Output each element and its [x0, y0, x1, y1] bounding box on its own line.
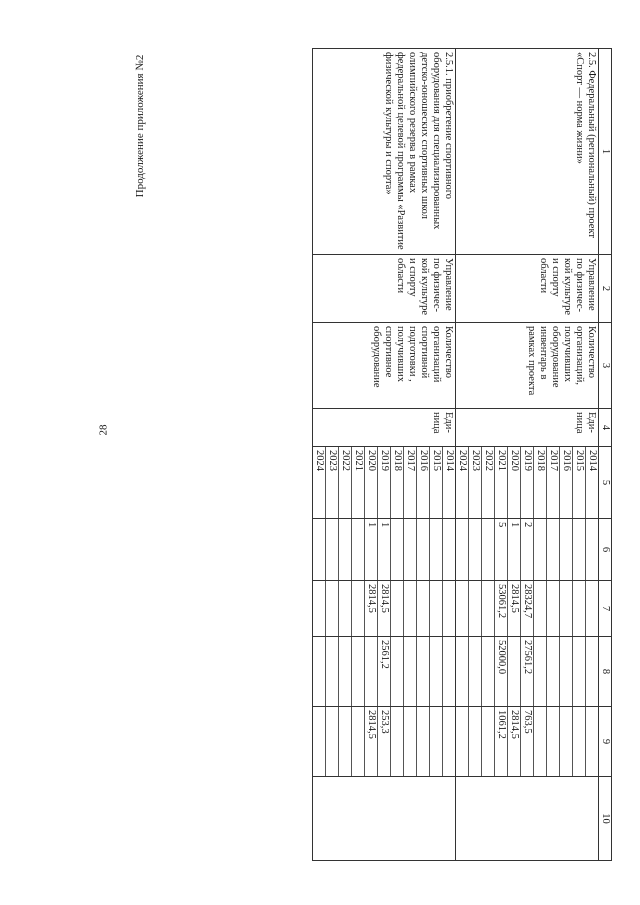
cell-col3: Количество организаций, получивших оборудование инвентарь в рамках проекта	[455, 323, 598, 409]
year-value: 2018	[390, 447, 403, 518]
value-c5	[559, 519, 572, 580]
value-c5: 1	[364, 519, 377, 580]
column-header-8: 8	[598, 637, 611, 707]
value-c5	[429, 519, 442, 580]
cell-c7	[455, 637, 598, 707]
column-header-4: 4	[598, 409, 611, 447]
cell-c8	[312, 707, 455, 777]
value-c8	[442, 707, 455, 776]
value-c8	[559, 707, 572, 776]
year-value: 2015	[429, 447, 442, 518]
value-c8	[572, 707, 585, 776]
value-c5	[585, 519, 598, 580]
value-c6	[416, 581, 429, 636]
page-number: 28	[97, 424, 110, 436]
column-header-1: 1	[598, 49, 611, 255]
cell-c6	[455, 581, 598, 637]
value-c6: 28324,7	[520, 581, 533, 636]
value-c6	[481, 581, 494, 636]
value-c8	[585, 707, 598, 776]
column-header-5: 5	[598, 447, 611, 519]
value-c7	[313, 637, 325, 706]
value-c8: 763,5	[520, 707, 533, 776]
year-value: 2015	[572, 447, 585, 518]
value-c7	[429, 637, 442, 706]
value-c7	[351, 637, 364, 706]
value-c5: 1	[507, 519, 520, 580]
year-value: 2014	[442, 447, 455, 518]
value-c7	[416, 637, 429, 706]
value-c7	[559, 637, 572, 706]
value-c6	[456, 581, 468, 636]
value-c7	[338, 637, 351, 706]
value-c6	[572, 581, 585, 636]
value-c5	[546, 519, 559, 580]
value-c6: 2814,5	[377, 581, 390, 636]
value-c6	[585, 581, 598, 636]
header-row	[598, 49, 611, 861]
value-c5	[325, 519, 338, 580]
value-c5	[442, 519, 455, 580]
year-value: 2017	[403, 447, 416, 518]
value-c8	[390, 707, 403, 776]
cell-col9	[455, 777, 598, 861]
year-value: 2016	[416, 447, 429, 518]
value-c5	[351, 519, 364, 580]
value-c6	[468, 581, 481, 636]
value-c5: 2	[520, 519, 533, 580]
value-c5	[313, 519, 325, 580]
value-c6	[325, 581, 338, 636]
value-c6	[429, 581, 442, 636]
value-c6	[546, 581, 559, 636]
year-value: 2021	[494, 447, 507, 518]
value-c7	[456, 637, 468, 706]
value-c6	[390, 581, 403, 636]
value-c8	[481, 707, 494, 776]
cell-col3: Количество организаций спортивной подготовки , получивших спортивное оборудование	[312, 323, 455, 409]
appendix-caption: Продолжение приложения №2	[134, 54, 146, 198]
cell-col2: Управление по физичес-кой культуре и спорту области	[455, 255, 598, 323]
value-c7: 2561,2	[377, 637, 390, 706]
value-c5	[481, 519, 494, 580]
value-c6	[442, 581, 455, 636]
cell-c8	[455, 707, 598, 777]
year-value: 2021	[351, 447, 364, 518]
value-c8	[351, 707, 364, 776]
data-table	[312, 48, 612, 861]
year-value: 2024	[456, 450, 468, 471]
column-header-10: 10	[598, 777, 611, 861]
value-c7	[572, 637, 585, 706]
cell-col2: Управление по физичес-кой культуре и спорту области	[312, 255, 455, 323]
value-c7	[403, 637, 416, 706]
value-c6	[313, 581, 325, 636]
value-c5: 5	[494, 519, 507, 580]
column-header-6: 6	[598, 519, 611, 581]
value-c5	[468, 519, 481, 580]
year-value: 2020	[507, 447, 520, 518]
value-c8	[456, 707, 468, 776]
value-c8: 2814,5	[364, 707, 377, 776]
cell-col4: Еди-ница	[312, 409, 455, 447]
column-header-9: 9	[598, 707, 611, 777]
value-c8	[533, 707, 546, 776]
year-value: 2018	[533, 447, 546, 518]
value-c7	[481, 637, 494, 706]
cell-c7	[312, 637, 455, 707]
value-c6: 2814,5	[507, 581, 520, 636]
value-c5: 1	[377, 519, 390, 580]
value-c5	[572, 519, 585, 580]
value-c7	[507, 637, 520, 706]
value-c5	[390, 519, 403, 580]
value-c5	[403, 519, 416, 580]
value-c8	[416, 707, 429, 776]
column-header-7: 7	[598, 581, 611, 637]
year-value: 2022	[481, 447, 494, 518]
value-c7	[533, 637, 546, 706]
cell-c6	[312, 581, 455, 637]
year-value: 2014	[585, 447, 598, 518]
cell-c5	[312, 519, 455, 581]
year-value: 2023	[325, 447, 338, 518]
year-value: 2022	[338, 447, 351, 518]
value-c8	[313, 707, 325, 776]
year-value: 2024	[313, 450, 325, 471]
year-value: 2020	[364, 447, 377, 518]
table-row	[455, 49, 598, 861]
value-c5	[416, 519, 429, 580]
value-c7	[325, 637, 338, 706]
value-c7	[364, 637, 377, 706]
value-c5	[533, 519, 546, 580]
year-value: 2019	[377, 447, 390, 518]
year-value: 2016	[559, 447, 572, 518]
value-c6: 2814,5	[364, 581, 377, 636]
year-value: 2023	[468, 447, 481, 518]
value-c7	[468, 637, 481, 706]
value-c6: 53061,2	[494, 581, 507, 636]
value-c8	[325, 707, 338, 776]
cell-year	[455, 447, 598, 519]
year-value: 2019	[520, 447, 533, 518]
cell-col1: 2.5.1. приобретение спортивного оборудования для специализированных детско-юношеских спортивных школ олимпийского резерва в рамках федеральной целевой программы «Развитие физической культуры и спорта»	[312, 49, 455, 255]
value-c7: 52000,0	[494, 637, 507, 706]
value-c6	[403, 581, 416, 636]
cell-year	[312, 447, 455, 519]
column-header-3: 3	[598, 323, 611, 409]
value-c8	[338, 707, 351, 776]
value-c8	[429, 707, 442, 776]
value-c7	[390, 637, 403, 706]
cell-col1: 2.5. Федеральный (региональный) проект «Спорт — норма жизни»	[455, 49, 598, 255]
year-value: 2017	[546, 447, 559, 518]
cell-col4: Еди-ница	[455, 409, 598, 447]
value-c6	[559, 581, 572, 636]
column-header-2: 2	[598, 255, 611, 323]
value-c8: 253,3	[377, 707, 390, 776]
cell-col9	[312, 777, 455, 861]
value-c8: 1061,2	[494, 707, 507, 776]
value-c8	[546, 707, 559, 776]
value-c8	[468, 707, 481, 776]
value-c5	[338, 519, 351, 580]
value-c6	[351, 581, 364, 636]
cell-c5	[455, 519, 598, 581]
value-c8: 2814,5	[507, 707, 520, 776]
value-c7	[442, 637, 455, 706]
value-c8	[403, 707, 416, 776]
table-row	[312, 49, 455, 861]
value-c6	[533, 581, 546, 636]
value-c7: 27561,2	[520, 637, 533, 706]
value-c6	[338, 581, 351, 636]
data-table-rotated	[168, 48, 612, 860]
value-c7	[585, 637, 598, 706]
value-c7	[546, 637, 559, 706]
value-c5	[456, 519, 468, 580]
